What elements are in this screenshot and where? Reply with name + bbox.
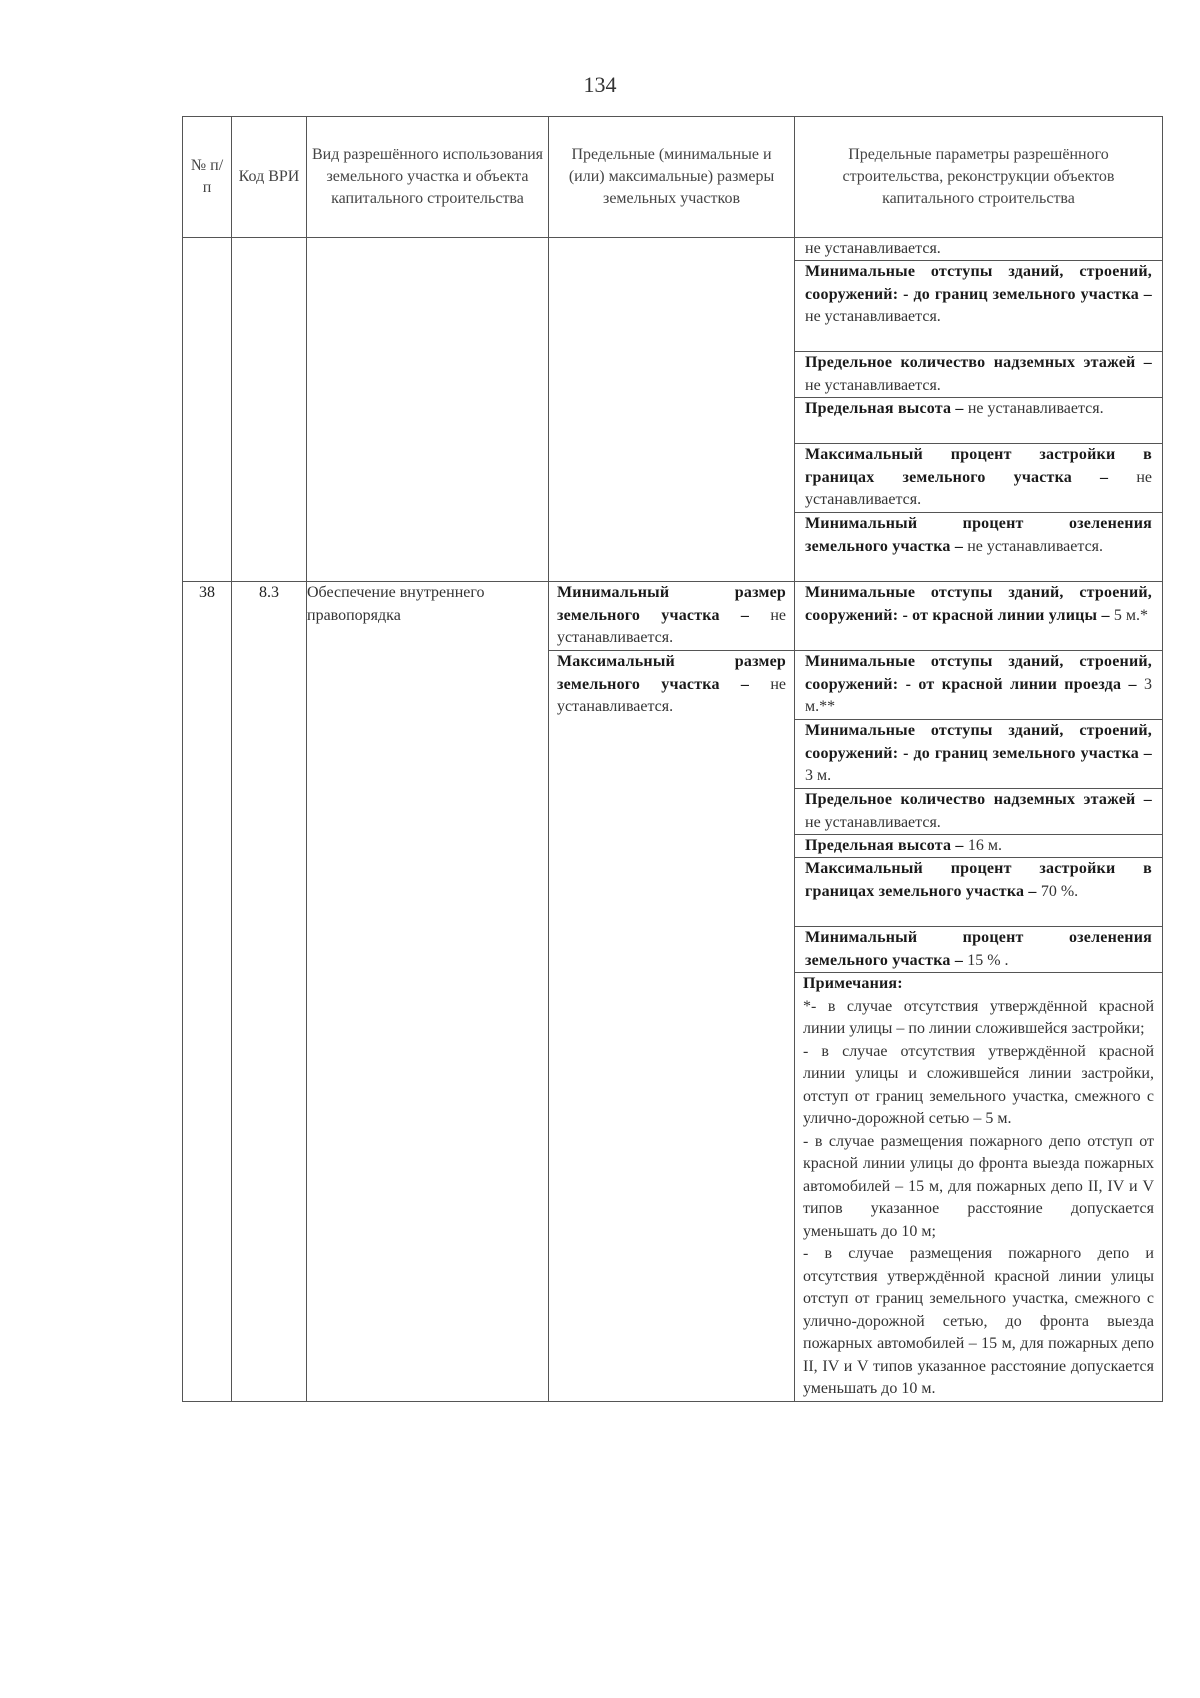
param-block: Минимальные отступы зданий, строений, сооружений: - от красной линии проезда – 3 м.** [795, 651, 1162, 720]
param-block: Минимальные отступы зданий, строений, сооружений: - от красной линии улицы – 5 м.* [795, 582, 1162, 651]
cell-num-empty [183, 238, 232, 582]
size-block: Максимальный размер земельного участка – не устанавливается. [557, 653, 786, 715]
param-block: Минимальный процент озеленения земельного участка – 15 % . [795, 927, 1162, 973]
header-num: № п/п [183, 117, 232, 238]
cell-sizes [549, 582, 795, 1402]
param-block: Максимальный процент застройки в границах земельного участка – не устанавливается. [795, 444, 1162, 513]
cell-use-empty [307, 238, 549, 582]
header-params: Предельные параметры разрешённого строительства, реконструкции объектов капитального строительства [795, 117, 1163, 238]
param-block: Предельная высота – 16 м. [795, 835, 1162, 858]
notes-block [795, 973, 1162, 1401]
param-block: Предельное количество надземных этажей – не устанавливается. [795, 789, 1162, 835]
note-item: - в случае отсутствия утверждённой красной линии улицы и сложившейся линии застройки, отступ от границ земельного участка, смежного с улично-дорожной сетью – 5 м. [803, 1042, 1154, 1127]
param-block: Минимальные отступы зданий, строений, сооружений: - до границ земельного участка – 3 м. [795, 720, 1162, 789]
header-row [183, 117, 1163, 238]
note-item: *- в случае отсутствия утверждённой красной линии улицы – по линии сложившейся застройки; [803, 997, 1154, 1037]
param-block: Максимальный процент застройки в границах земельного участка – 70 %. [795, 858, 1162, 927]
param-block: Предельное количество надземных этажей – не устанавливается. [795, 352, 1162, 398]
page-number: 134 [583, 72, 617, 97]
table-row-38 [183, 582, 1163, 1402]
size-block: Минимальный размер земельного участка – не устанавливается. [549, 582, 794, 651]
note-item: - в случае размещения пожарного депо и отсутствия утверждённой красной линии улицы отступ от границ земельного участка, смежного с улично-дорожной сетью, до фронта выезда пожарных автомобилей – 15 м, для пожарных депо II, IV и V типов указанное расстояние допускается уменьшать до 10 м. [803, 1245, 1154, 1397]
cell-code-empty [232, 238, 307, 582]
header-code: Код ВРИ [232, 117, 307, 238]
notes-title: Примечания: [803, 975, 903, 992]
cell-sizes-empty [549, 238, 795, 582]
cell-code: 8.3 [232, 582, 307, 1402]
param-block: Минимальные отступы зданий, строений, сооружений: - до границ земельного участка – не устанавливается. [795, 261, 1162, 352]
param-block: не устанавливается. [795, 238, 1162, 261]
header-sizes: Предельные (минимальные и (или) максимальные) размеры земельных участков [549, 117, 795, 238]
header-use: Вид разрешённого использования земельного участка и объекта капитального строительства [307, 117, 549, 238]
cell-num: 38 [183, 582, 232, 1402]
param-block: Предельная высота – не устанавливается. [795, 398, 1162, 444]
param-block: Минимальный процент озеленения земельного участка – не устанавливается. [805, 515, 1152, 555]
note-item: - в случае размещения пожарного депо отступ от красной линии улицы до фронта выезда пожарных автомобилей – 15 м, для пожарных депо II, IV и V типов указанное расстояние допускается уменьшать до 10 м; [803, 1132, 1154, 1240]
cell-use: Обеспечение внутреннего правопорядка [307, 582, 549, 1402]
zoning-table [182, 116, 1163, 1402]
cell-params-continued [795, 238, 1163, 582]
table-row-continued [183, 238, 1163, 582]
cell-params [795, 582, 1163, 1402]
